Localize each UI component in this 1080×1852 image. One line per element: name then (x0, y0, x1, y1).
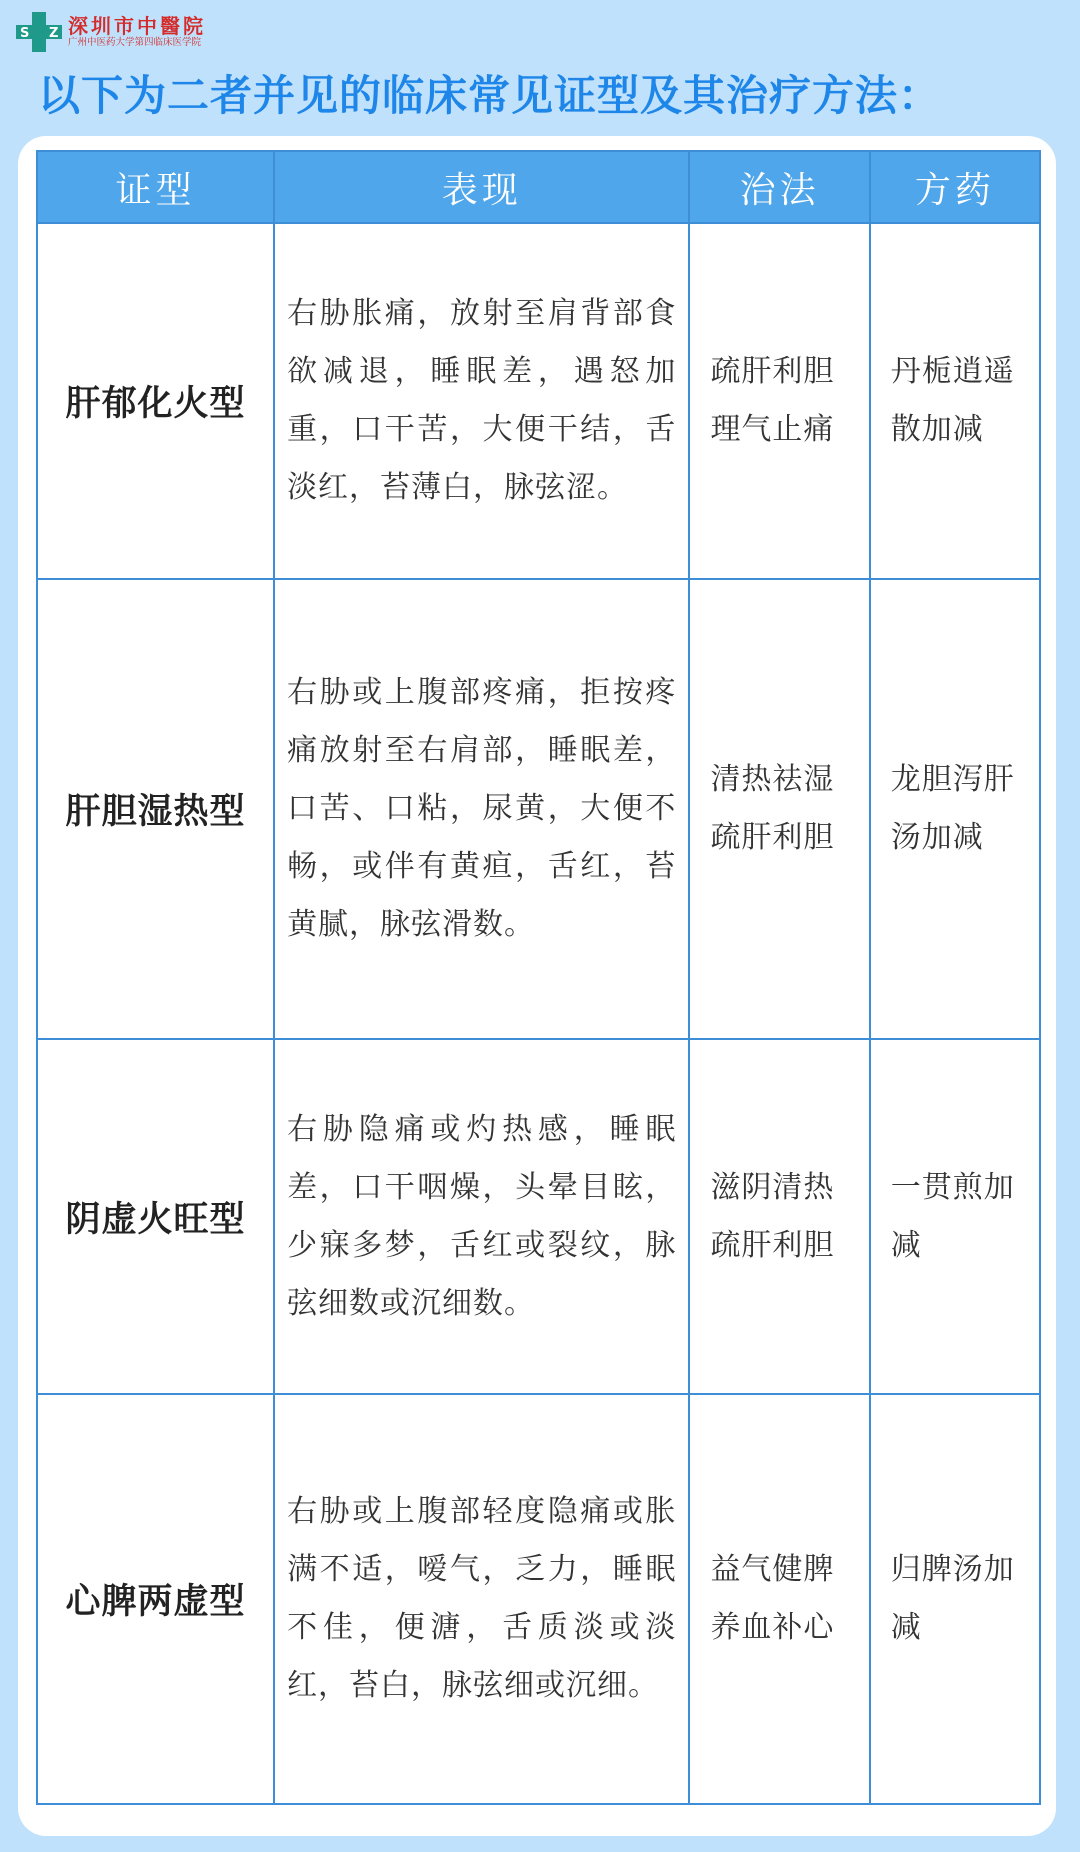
hospital-name: 深圳市中醫院 (68, 14, 206, 38)
manifestation-text: 右胁或上腹部疼痛，拒按疼痛放射至右肩部，睡眠差，口苦、口粘，尿黄，大便不畅，或伴有黄疸，舌红，苔黄腻，脉弦滑数。 (274, 579, 689, 1039)
manifestation-text: 右胁隐痛或灼热感，睡眠差，口干咽燥，头晕目眩，少寐多梦，舌红或裂纹，脉弦细数或沉细数。 (274, 1039, 689, 1394)
syndrome-type: 阴虚火旺型 (37, 1039, 274, 1394)
syndrome-treatment-table (36, 150, 1041, 1805)
treatment-method: 滋阴清热疏肝利胆 (689, 1039, 869, 1394)
hospital-logo (16, 12, 206, 52)
table-row (37, 223, 1040, 579)
treatment-method: 清热祛湿疏肝利胆 (689, 579, 869, 1039)
treatment-method: 益气健脾养血补心 (689, 1394, 869, 1804)
table-row (37, 1039, 1040, 1394)
hospital-subtitle: 广州中医药大学第四临床医学院 (68, 37, 202, 48)
header-prescription: 方药 (870, 151, 1040, 223)
prescription: 丹栀逍遥散加减 (870, 223, 1040, 579)
manifestation-text: 右胁或上腹部轻度隐痛或胀满不适，嗳气，乏力，睡眠不佳，便溏，舌质淡或淡红，苔白，脉弦细或沉细。 (274, 1394, 689, 1804)
header-manifestation: 表现 (274, 151, 689, 223)
header-syndrome: 证型 (37, 151, 274, 223)
prescription: 一贯煎加减 (870, 1039, 1040, 1394)
header-treatment-method: 治法 (689, 151, 869, 223)
prescription: 归脾汤加减 (870, 1394, 1040, 1804)
syndrome-type: 肝胆湿热型 (37, 579, 274, 1039)
treatment-method: 疏肝利胆理气止痛 (689, 223, 869, 579)
syndrome-type: 肝郁化火型 (37, 223, 274, 579)
table-row (37, 1394, 1040, 1804)
table-header-row (37, 151, 1040, 223)
hospital-emblem-icon (16, 12, 62, 52)
manifestation-text: 右胁胀痛，放射至肩背部食欲减退，睡眠差，遇怒加重，口干苦，大便干结，舌淡红，苔薄白，脉弦涩。 (274, 223, 689, 579)
page-headline: 以下为二者并见的临床常见证型及其治疗方法： (38, 71, 942, 120)
svg-text:Z: Z (49, 26, 59, 41)
svg-text:S: S (20, 26, 30, 41)
syndrome-type: 心脾两虚型 (37, 1394, 274, 1804)
prescription: 龙胆泻肝汤加减 (870, 579, 1040, 1039)
table-row (37, 579, 1040, 1039)
